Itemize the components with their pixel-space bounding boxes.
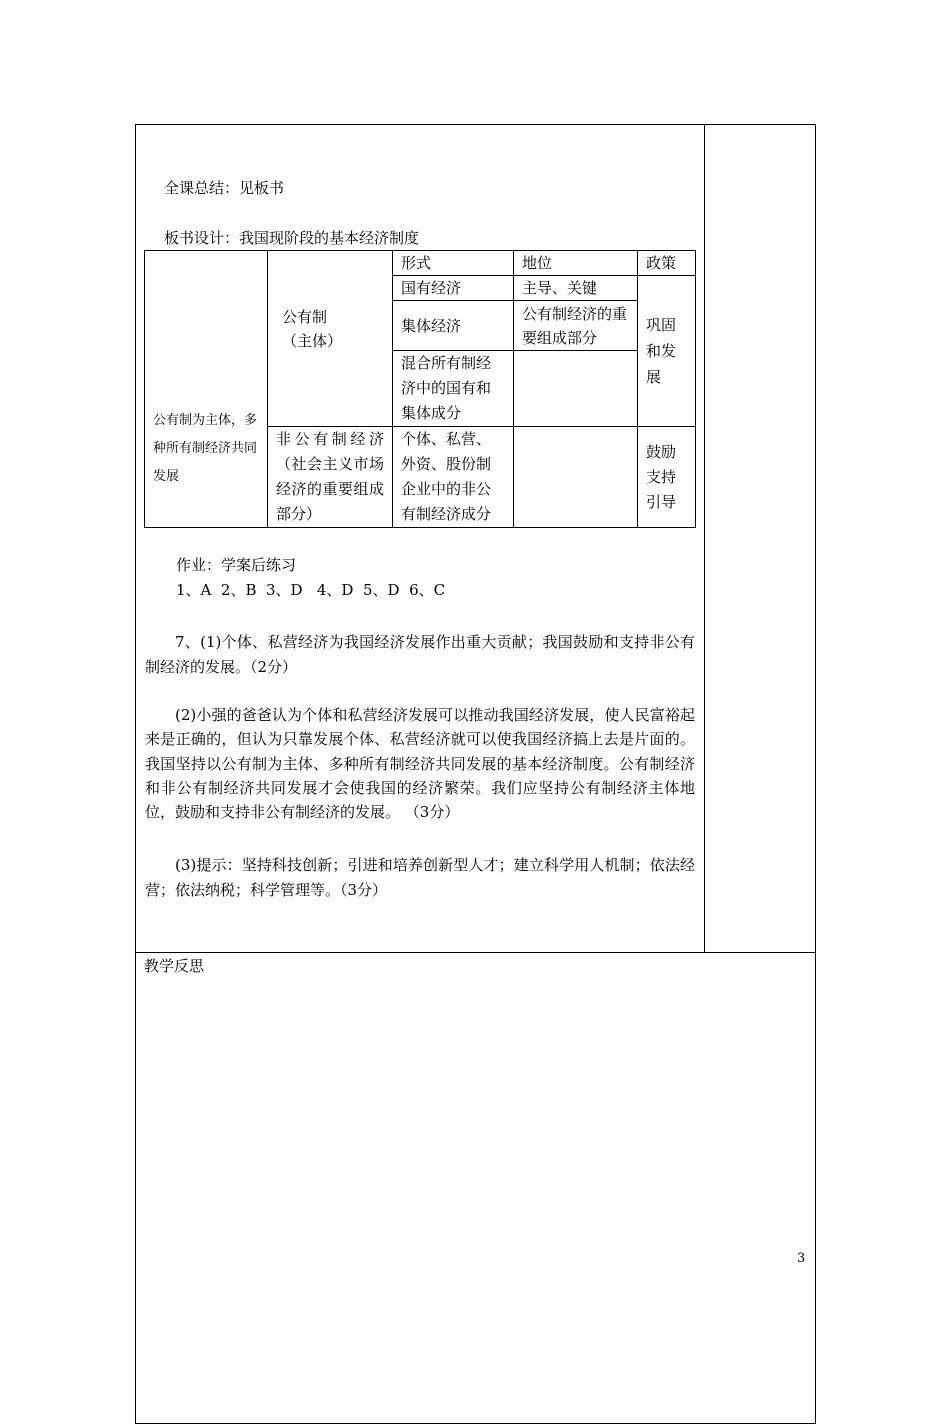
frame-left bbox=[135, 124, 136, 1424]
non-public-economy-status bbox=[514, 427, 638, 528]
page-number: 3 bbox=[797, 1251, 806, 1266]
public-policy: 巩固和发展 bbox=[638, 276, 696, 427]
state-economy-form: 国有经济 bbox=[393, 276, 514, 301]
answer-7-1: 7、(1)个体、私营经济为我国经济发展作出重大贡献；我国鼓励和支持非公有制经济的发展。（2分） bbox=[145, 633, 695, 676]
choice-answers: 1、A 2、B 3、D 4、D 5、D 6、C bbox=[176, 581, 446, 599]
mixed-ownership-form: 混合所有制经济中的国有和集体成分 bbox=[393, 351, 514, 427]
collective-economy-status: 公有制经济的重要组成部分 bbox=[514, 301, 638, 351]
non-public-economy-label: 非公有制经济（社会主义市场经济的重要组成部分） bbox=[268, 427, 393, 528]
homework-title: 作业：学案后练习 bbox=[176, 556, 297, 574]
lesson-summary: 全课总结：见板书 bbox=[164, 179, 285, 197]
public-ownership-label: 公有制（主体） bbox=[282, 307, 343, 350]
non-public-policy: 鼓励支持引导 bbox=[638, 427, 696, 528]
non-public-economy-form: 个体、私营、外资、股份制企业中的非公有制经济成分 bbox=[393, 427, 514, 528]
main-system-label: 公有制为主体，多种所有制经济共同发展 bbox=[153, 413, 258, 484]
public-ownership-cell bbox=[268, 251, 393, 427]
teaching-reflection-label: 教学反思 bbox=[144, 957, 205, 975]
answer-7-3: (3)提示：坚持科技创新；引进和培养创新型人才；建立科学用人机制；依法经营；依法纳税；科学管理等。（3分） bbox=[145, 856, 695, 899]
frame-right bbox=[815, 124, 816, 1424]
frame-top bbox=[135, 124, 816, 125]
answer-7-2: (2)小强的爸爸认为个体和私营经济发展可以推动我国经济发展，使人民富裕起来是正确的，但认为只靠发展个体、私营经济就可以使我国经济搞上去是片面的。我国坚持以公有制为主体、多种所有制经济共同发展的基本经济制度。公有制经济和非公有制经济共同发展才会使我国的经济繁荣。我们应坚持公有制经济主体地位，鼓励和支持非公有制经济的发展。 （3分） bbox=[145, 706, 695, 822]
mixed-ownership-status bbox=[514, 351, 638, 427]
board-design-title: 板书设计：我国现阶段的基本经济制度 bbox=[164, 229, 420, 247]
collective-economy-form: 集体经济 bbox=[393, 301, 514, 351]
header-form: 形式 bbox=[393, 251, 514, 276]
header-status: 地位 bbox=[514, 251, 638, 276]
header-policy: 政策 bbox=[638, 251, 696, 276]
board-design-table bbox=[144, 250, 696, 528]
state-economy-status: 主导、关键 bbox=[514, 276, 638, 301]
frame-inner-divider bbox=[704, 124, 705, 952]
main-system-cell bbox=[145, 251, 268, 528]
frame-mid-rule bbox=[135, 952, 816, 953]
